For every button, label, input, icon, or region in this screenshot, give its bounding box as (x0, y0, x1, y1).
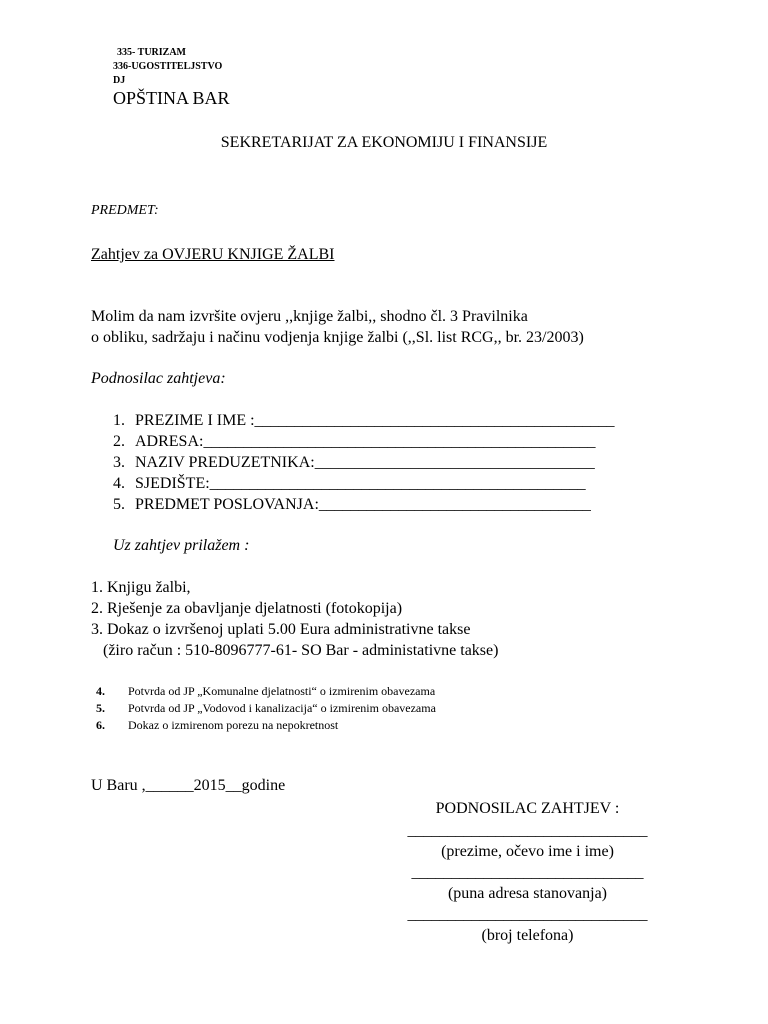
code-hospitality: 336-UGOSTITELJSTVO (113, 61, 223, 72)
attachments-list (91, 577, 498, 661)
code-tourism: 335- TURIZAM (117, 47, 186, 58)
field-number: 1. (113, 412, 125, 429)
field-text: SJEDIŠTE:_______________________________________________ (135, 475, 586, 492)
signature-line-phone[interactable]: ______________________________ (407, 906, 648, 923)
extra-item-text: Potvrda od JP „Komunalne djelatnosti“ o izmirenim obavezama (128, 684, 436, 698)
subject-title: Zahtjev za OVJERU KNJIGE ŽALBI (91, 246, 335, 263)
field-text: NAZIV PREDUZETNIKA:___________________________________ (135, 454, 595, 471)
field-item[interactable] (113, 431, 615, 452)
field-number: 5. (113, 496, 125, 513)
attachment-item: (žiro račun : 510-8096777-61- SO Bar - administativne takse) (91, 642, 499, 659)
attachment-item: 3. Dokaz o izvršenoj uplati 5.00 Eura administrativne takse (91, 621, 471, 638)
extra-item (96, 700, 436, 717)
intro-paragraph (91, 306, 584, 348)
intro-line: Molim da nam izvršite ovjeru ,,knjige žalbi,, shodno čl. 3 Pravilnika (91, 308, 528, 325)
field-item[interactable] (113, 473, 615, 494)
field-text: PREDMET POSLOVANJA:__________________________________ (135, 496, 591, 513)
applicant-fields (113, 410, 615, 515)
field-item[interactable] (113, 494, 615, 515)
secretariat-title: SEKRETARIJAT ZA EKONOMIJU I FINANSIJE (220, 134, 548, 151)
field-number: 3. (113, 454, 125, 471)
code-dj: DJ (113, 75, 126, 86)
signature-block (395, 798, 660, 946)
signature-caption-address: (puna adresa stanovanja) (447, 885, 608, 902)
field-item[interactable] (113, 452, 615, 473)
extra-item (96, 683, 436, 700)
field-item[interactable] (113, 410, 615, 431)
field-number: 4. (113, 475, 125, 492)
signature-caption-name: (prezime, očevo ime i ime) (441, 843, 614, 860)
field-text: PREZIME I IME :_____________________________________________ (135, 412, 615, 429)
municipality-name: OPŠTINA BAR (113, 88, 230, 108)
extra-item-number: 5. (96, 701, 105, 715)
attachment-item: 2. Rješenje za obavljanje djelatnosti (fotokopija) (91, 600, 403, 617)
intro-line: o obliku, sadržaju i načinu vodjenja knjige žalbi (,,Sl. list RCG,, br. 23/2003) (91, 329, 584, 346)
attachment-item: 1. Knjigu žalbi, (91, 579, 191, 596)
signature-caption-phone: (broj telefona) (481, 927, 574, 944)
department-codes (113, 46, 222, 88)
extra-item-text: Dokaz o izmirenom porezu na nepokretnost (128, 718, 339, 732)
signature-title: PODNOSILAC ZAHTJEV : (435, 800, 620, 817)
subject-label: PREDMET: (91, 203, 159, 218)
extra-attachments-list (96, 683, 436, 734)
applicant-label: Podnosilac zahtjeva: (91, 370, 226, 387)
field-text: ADRESA:_________________________________________________ (135, 433, 596, 450)
attachments-label: Uz zahtjev prilažem : (113, 537, 250, 554)
place-date-line[interactable]: U Baru ,______2015__godine (91, 777, 286, 794)
extra-item-text: Potvrda od JP „Vodovod i kanalizacija“ o izmirenim obavezama (128, 701, 436, 715)
extra-item (96, 717, 436, 734)
extra-item-number: 4. (96, 684, 105, 698)
extra-item-number: 6. (96, 718, 105, 732)
signature-line-name[interactable]: ______________________________ (407, 822, 648, 839)
field-number: 2. (113, 433, 125, 450)
signature-line-address[interactable]: _____________________________ (411, 864, 644, 881)
